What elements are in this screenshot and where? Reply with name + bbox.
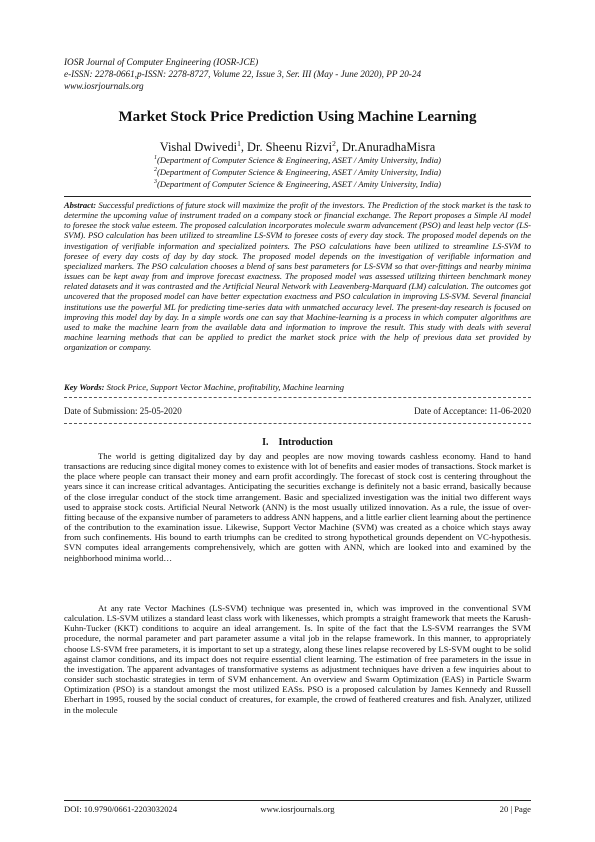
journal-name: IOSR Journal of Computer Engineering (IOSR-JCE) xyxy=(64,57,259,67)
author-2-sup: 2 xyxy=(332,139,336,148)
affiliation-2-sup: 2 xyxy=(153,167,157,173)
journal-url[interactable]: www.iosrjournals.org xyxy=(64,81,144,91)
abstract xyxy=(64,200,531,352)
author-3: AnuradhaMisra xyxy=(357,140,436,155)
affiliation-2 xyxy=(0,165,595,178)
affiliation-3 xyxy=(0,177,595,190)
affiliation-1 xyxy=(0,153,595,166)
intro-paragraph-1-text: The world is getting digitalized day by day and peoples are now moving towards cashless economy. Hand to hand transactions are reducing since digital money comes to existence with lot of benefits and easier modes of transactions. Stock market is the place where people can transact their money and earn profit accordingly. The forecast of stock cost is centering throughout the years since it can increase critical advantages. Anticipating the securities exchange is definitely not a basic errand, basically because of the close irregular conduct of the stock time arrangement. Basic and specialized investigation was the initial two different ways used to appraise stock costs. Artificial Neural Network (ANN) is the most usually utilized innovation. As a rule, the issue of over-fitting because of the expansive number of parameters to address ANN happens, and a little earlier client learning about the pertinence of the contribution to the examination issue. Likewise, Support Vector Machine (SVM) was created as a choice which stays away from such confinements. His bound to earth triumphs can be credited to strong hypothetical grounds dependent on VC-hypothesis. SVN computes ideal arrangements comprehensively, which are gotten with ANN, which are looked into and examined by the neighborhood minima world… xyxy=(64,451,531,563)
footer-page-number: 20 | Page xyxy=(499,804,531,814)
journal-issn: e-ISSN: 2278-0661,p-ISSN: 2278-8727, Volume 22, Issue 3, Ser. III (May - June 2020), PP 20-24 xyxy=(64,69,422,79)
intro-paragraph-2 xyxy=(64,603,531,715)
affiliation-3-text: (Department of Computer Science & Engineering, ASET / Amity University, India) xyxy=(156,178,442,189)
author-separator-2: , Dr. xyxy=(335,140,358,155)
intro-paragraph-1 xyxy=(64,451,531,563)
acceptance-date: Date of Acceptance: 11-06-2020 xyxy=(414,406,531,416)
divider-dashed-bottom xyxy=(64,423,531,424)
author-1-sup: 1 xyxy=(237,139,241,148)
keywords-label: Key Words: xyxy=(64,382,105,392)
affiliation-1-text: (Department of Computer Science & Engineering, ASET / Amity University, India) xyxy=(156,154,442,165)
submission-date: Date of Submission: 25-05-2020 xyxy=(64,406,182,416)
affiliation-3-sup: 3 xyxy=(153,179,157,185)
paper-title: Market Stock Price Prediction Using Machine Learning xyxy=(118,109,477,125)
section-heading-introduction: I. Introduction xyxy=(262,437,333,448)
footer-doi: DOI: 10.9790/0661-2203032024 xyxy=(64,804,178,814)
affiliation-1-sup: 1 xyxy=(153,155,157,161)
footer-site[interactable]: www.iosrjournals.org xyxy=(260,804,335,814)
abstract-text: Successful predictions of future stock will maximize the profit of the investors. The Prediction of the stock market is the task to determine the upcoming value of instrument traded on a company stock or financial exchange. The Report proposes a Simple AI model to foresee the stock value esteem. The proposed calculation incorporates molecule swarm advancement (PSO) and least help vector (LS-SVM). PSO calculation has been utilized to streamline LS-SVM to foresee costs of every day stock. The proposed model depends on the investigation of verifiable information and specialized pointers. The PSO calculations have been utilized to streamline LS-SVM to foresee of every day costs of day by day stock. The proposed model depends on the investigation of verifiable information and specialized markers. The PSO calculation chooses a blend of sans best parameters for LS-SVM so that over-fittings and nearby minima issues can be kept away from and improve forecast exactness. The proposed model was assessed utilizing thirteen benchmark money related datasets and it was contrasted and the Artificial Neural Network with Leavenberg-Marquard (LM) calculation. The outcomes got uncovered that the proposed model can have better expectation exactness and PSO calculation in improving LS-SVM. Several financial institutions use the powerful ML for predicting time-series data with unmatched accuracy level. The present-day research is focused on improving this model day by day. In a simple words one can say that Machine-learning is a process in which computer algorithms are used to make the machine learn from the available data and information to improve the result. This study with deals with several machine learning methods that can be applied to predict the market stock price with the help of previous data set provided by organization or company. xyxy=(64,200,531,353)
footer-rule xyxy=(64,800,531,801)
abstract-top-rule xyxy=(64,196,531,197)
divider-dashed-top xyxy=(64,397,531,398)
author-separator-1: , Dr. xyxy=(240,140,266,155)
keywords xyxy=(64,382,531,393)
keywords-text: Stock Price, Support Vector Machine, profitability, Machine learning xyxy=(104,382,345,392)
abstract-label: Abstract: xyxy=(64,200,97,210)
author-2: Sheenu Rizvi xyxy=(265,140,333,155)
author-1: Vishal Dwivedi xyxy=(159,140,238,155)
affiliation-2-text: (Department of Computer Science & Engineering, ASET / Amity University, India) xyxy=(156,166,442,177)
intro-paragraph-2-text: At any rate Vector Machines (LS-SVM) technique was presented in, which was improved in the conventional SVM calculation. LS-SVM utilizes a standard least class work with likenesses, which prompts a straight framework that meets the Karush-Kuhn-Tucker (KKT) conditions to acquire an ideal arrangement. Is. In spite of the fact that the LS-SVM rearranges the SVM procedure, the normal parameter and part parameter assume a vital job in the relapse framework. In this manner, to appropriately choose LS-SVM free parameters, it is important to set up a strategy, along these lines relapse recovered by LS-SVM ought to be solid against clamor conditions, and its impact does not require essential client learning. The estimation of free parameters in the issue in the investigation. The apparent advantages of transformative systems as adjustment techniques have driven a few inquiries about to consider such stochastic strategies in term of SVM enhancement. An overview and Swarm Optimization (EAS) in Particle Swarm Optimization (PSO) is a standout amongst the most utilized EASs. PSO is a proposed calculation by James Kennedy and Russell Eberhart in 1995, roused by the social conduct of creatures, for example, the crowd of feathered creatures and fish. Analyzer, utilized in the molecule xyxy=(64,603,531,715)
